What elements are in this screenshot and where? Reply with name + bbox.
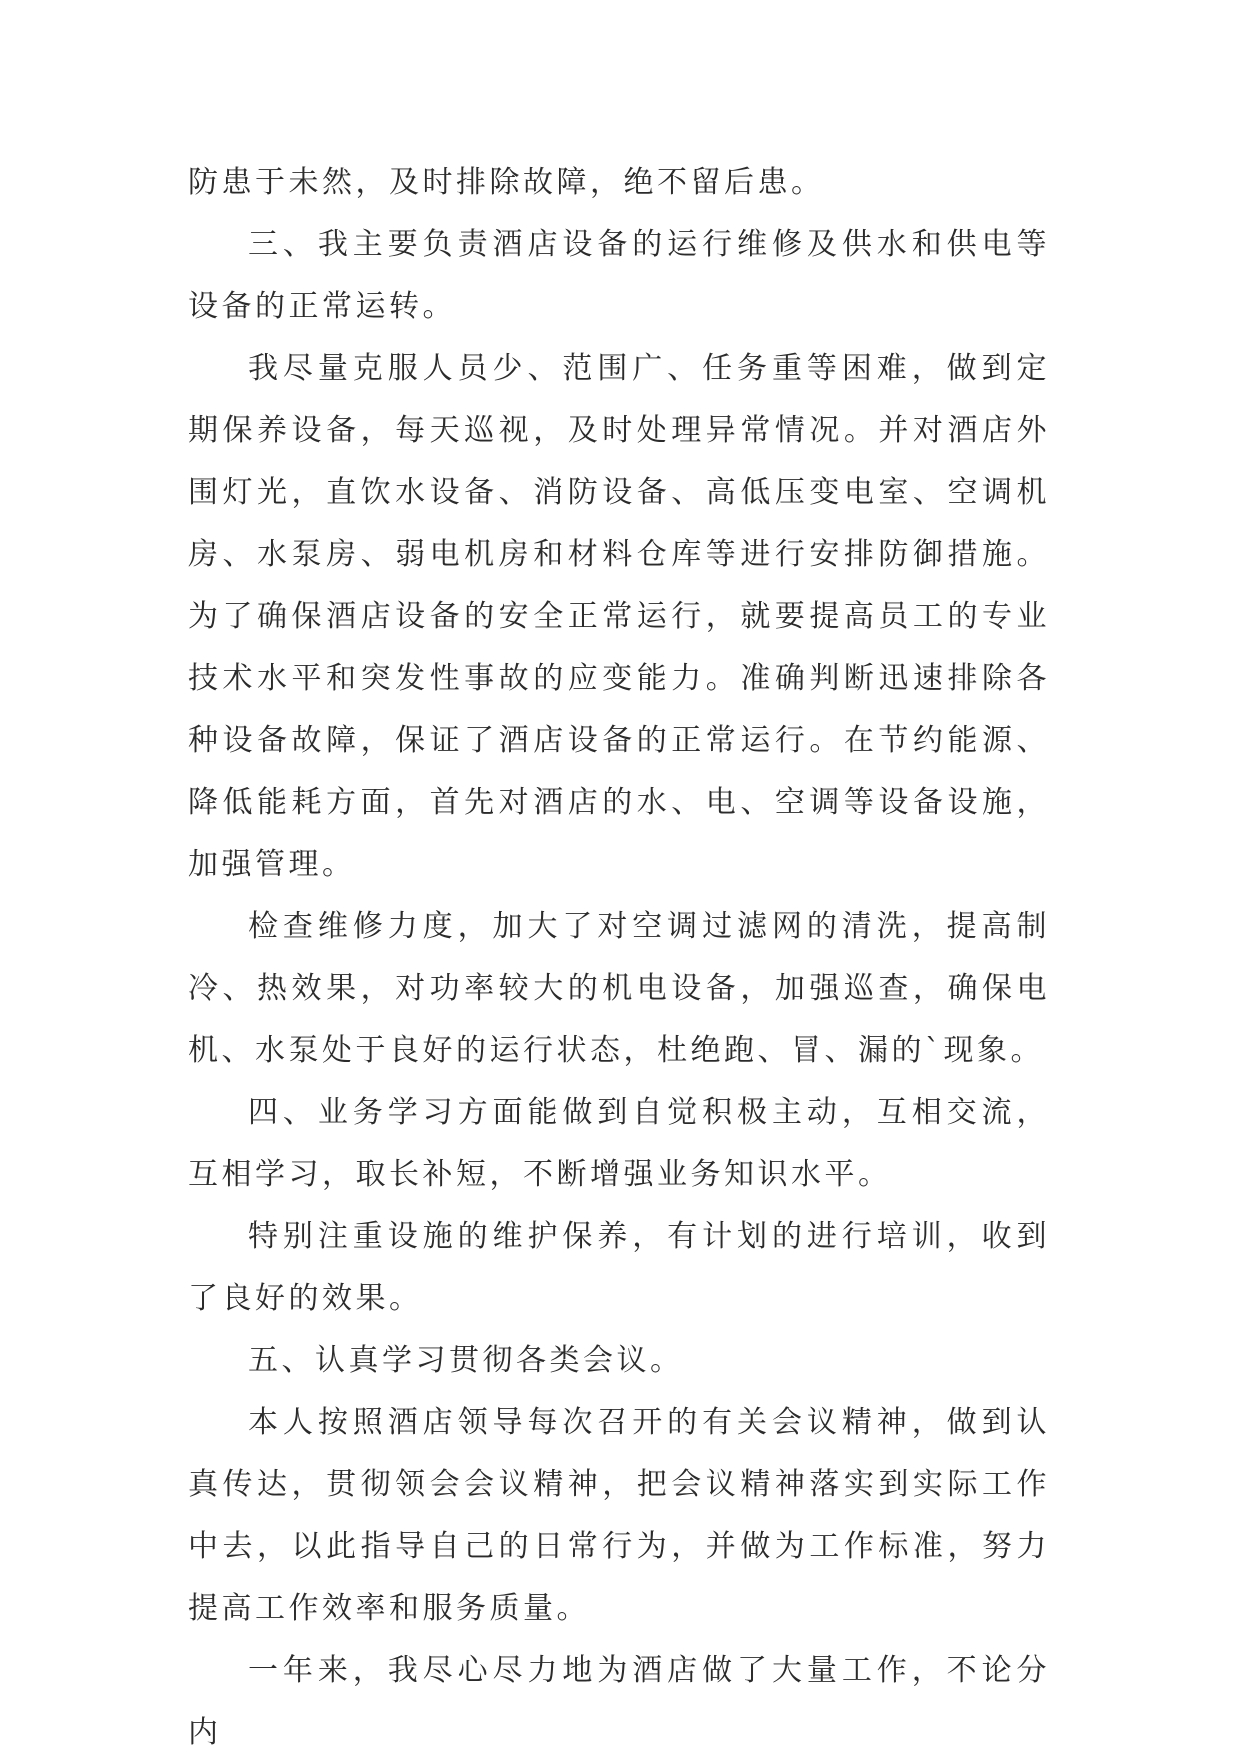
paragraph-continuation: 防患于未然，及时排除故障，绝不留后患。 xyxy=(188,165,825,200)
paragraph-section-three-heading: 三、我主要负责酒店设备的运行维修及供水和供电等设备的正常运转。 xyxy=(188,227,1050,324)
paragraph-meetings: 本人按照酒店领导每次召开的有关会议精神，做到认真传达，贯彻领会会议精神，把会议精神落实到实际工作中去，以此指导自己的日常行为，并做为工作标准，努力提高工作效率和服务质量。 xyxy=(188,1405,1050,1626)
paragraph-year-summary: 一年来，我尽心尽力地为酒店做了大量工作，不论分内 xyxy=(188,1653,1050,1750)
paragraph-maintenance-details: 我尽量克服人员少、范围广、任务重等困难，做到定期保养设备，每天巡视，及时处理异常情况。并对酒店外围灯光，直饮水设备、消防设备、高低压变电室、空调机房、水泵房、弱电机房和材料仓库等进行安排防御措施。为了确保酒店设备的安全正常运行，就要提高员工的专业技术水平和突发性事故的应变能力。准确判断迅速排除各种设备故障，保证了酒店设备的正常运行。在节约能源、降低能耗方面，首先对酒店的水、电、空调等设备设施，加强管理。 xyxy=(188,351,1050,882)
paragraph-training: 特别注重设施的维护保养，有计划的进行培训，收到了良好的效果。 xyxy=(188,1219,1050,1316)
paragraph-section-five-heading: 五、认真学习贯彻各类会议。 xyxy=(248,1343,684,1378)
paragraph-section-four-heading: 四、业务学习方面能做到自觉积极主动，互相交流，互相学习，取长补短，不断增强业务知识水平。 xyxy=(188,1095,1050,1192)
paragraph-inspection: 检查维修力度，加大了对空调过滤网的清洗，提高制冷、热效果，对功率较大的机电设备，加强巡查，确保电机、水泵处于良好的运行状态，杜绝跑、冒、漏的`现象。 xyxy=(188,909,1050,1068)
document-body xyxy=(188,152,1050,1764)
